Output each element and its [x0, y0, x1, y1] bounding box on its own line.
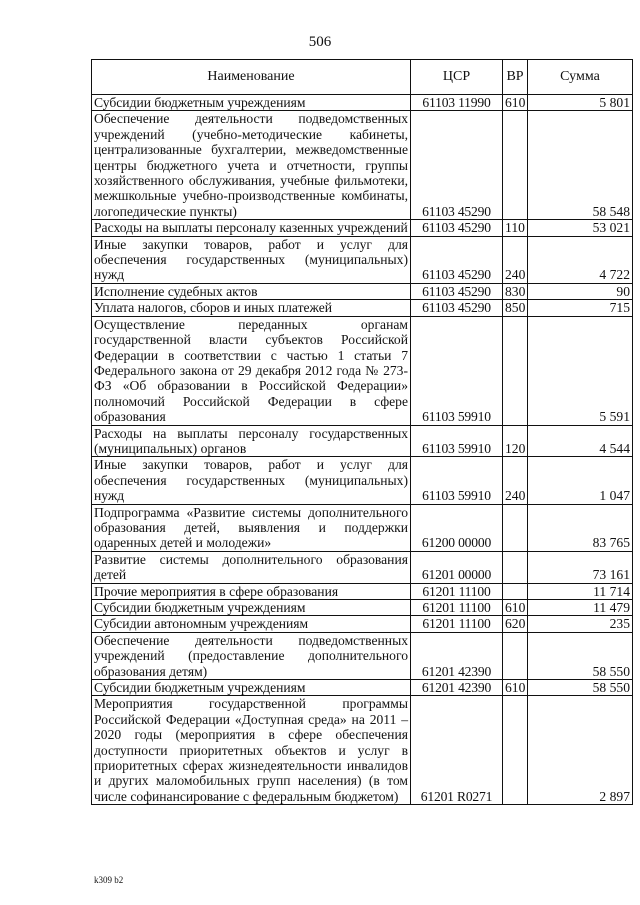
row-sum-cell: 4 722: [528, 236, 633, 283]
row-sum-cell: 5 591: [528, 316, 633, 425]
table-header-row: [92, 60, 633, 95]
table-row: [92, 457, 633, 504]
row-csr-cell: 61103 45290: [411, 283, 503, 299]
row-sum-cell: 73 161: [528, 551, 633, 583]
header-vr: ВР: [503, 60, 528, 95]
row-name-cell: Расходы на выплаты персоналу казенных учреждений: [92, 220, 411, 236]
row-sum-cell: 11 714: [528, 583, 633, 599]
row-sum-cell: 53 021: [528, 220, 633, 236]
row-csr-cell: 61201 11100: [411, 600, 503, 616]
row-sum-cell: 5 801: [528, 95, 633, 111]
row-vr-cell: 620: [503, 616, 528, 632]
table-row: [92, 551, 633, 583]
row-csr-cell: 61103 59910: [411, 457, 503, 504]
row-name-cell: Субсидии бюджетным учреждениям: [92, 680, 411, 696]
row-csr-cell: 61201 11100: [411, 616, 503, 632]
table-row: [92, 283, 633, 299]
row-name-cell: Обеспечение деятельности подведомственных учреждений (предоставление дополнительного образования детям): [92, 632, 411, 679]
row-vr-cell: 240: [503, 236, 528, 283]
row-vr-cell: [503, 583, 528, 599]
page-number: 506: [308, 34, 332, 50]
table-row: [92, 696, 633, 805]
row-csr-cell: 61103 45290: [411, 300, 503, 316]
row-sum-cell: 715: [528, 300, 633, 316]
row-vr-cell: 120: [503, 425, 528, 457]
row-csr-cell: 61103 59910: [411, 316, 503, 425]
row-csr-cell: 61201 R0271: [411, 696, 503, 805]
row-vr-cell: 830: [503, 283, 528, 299]
table-row: [92, 111, 633, 220]
table-row: [92, 600, 633, 616]
row-sum-cell: 1 047: [528, 457, 633, 504]
row-csr-cell: 61103 59910: [411, 425, 503, 457]
row-vr-cell: 110: [503, 220, 528, 236]
row-name-cell: Прочие мероприятия в сфере образования: [92, 583, 411, 599]
row-name-cell: Иные закупки товаров, работ и услуг для обеспечения государственных (муниципальных) нужд: [92, 236, 411, 283]
table-row: [92, 316, 633, 425]
footer-code: k309 b2: [94, 875, 124, 885]
row-sum-cell: 58 550: [528, 632, 633, 679]
table-row: [92, 616, 633, 632]
row-csr-cell: 61103 45290: [411, 236, 503, 283]
row-sum-cell: 4 544: [528, 425, 633, 457]
budget-table: [91, 59, 633, 805]
row-sum-cell: 58 548: [528, 111, 633, 220]
row-name-cell: Осуществление переданных органам государственной власти субъектов Российской Федерации в соответствии с частью 1 статьи 7 Федерального закона от 29 декабря 2012 года № 273-ФЗ «Об образовании в Российской Федерации» полномочий Российской Федерации в сфере образования: [92, 316, 411, 425]
row-csr-cell: 61200 00000: [411, 504, 503, 551]
row-name-cell: Субсидии бюджетным учреждениям: [92, 600, 411, 616]
row-csr-cell: 61103 45290: [411, 220, 503, 236]
row-vr-cell: 240: [503, 457, 528, 504]
table-row: [92, 680, 633, 696]
row-vr-cell: 610: [503, 95, 528, 111]
table-row: [92, 220, 633, 236]
row-vr-cell: [503, 632, 528, 679]
header-sum: Сумма: [528, 60, 633, 95]
row-vr-cell: [503, 111, 528, 220]
table-row: [92, 425, 633, 457]
row-csr-cell: 61201 42390: [411, 680, 503, 696]
row-vr-cell: 610: [503, 600, 528, 616]
row-csr-cell: 61201 42390: [411, 632, 503, 679]
row-name-cell: Обеспечение деятельности подведомственных учреждений (учебно-методические кабинеты, централизованные бухгалтерии, межведомственные центры бюджетного учета и отчетности, группы хозяйственного обслуживания, учебные фильмотеки, межшкольные учебно-производственные комбинаты, логопедические пункты): [92, 111, 411, 220]
row-name-cell: Субсидии автономным учреждениям: [92, 616, 411, 632]
row-name-cell: Иные закупки товаров, работ и услуг для обеспечения государственных (муниципальных) нужд: [92, 457, 411, 504]
row-csr-cell: 61201 11100: [411, 583, 503, 599]
table-row: [92, 95, 633, 111]
row-vr-cell: 610: [503, 680, 528, 696]
row-sum-cell: 235: [528, 616, 633, 632]
row-name-cell: Уплата налогов, сборов и иных платежей: [92, 300, 411, 316]
row-vr-cell: [503, 316, 528, 425]
table-row: [92, 236, 633, 283]
row-vr-cell: 850: [503, 300, 528, 316]
header-csr: ЦСР: [411, 60, 503, 95]
row-csr-cell: 61201 00000: [411, 551, 503, 583]
row-name-cell: Субсидии бюджетным учреждениям: [92, 95, 411, 111]
table-row: [92, 632, 633, 679]
row-vr-cell: [503, 504, 528, 551]
row-sum-cell: 58 550: [528, 680, 633, 696]
row-csr-cell: 61103 11990: [411, 95, 503, 111]
header-name: Наименование: [92, 60, 411, 95]
row-csr-cell: 61103 45290: [411, 111, 503, 220]
row-sum-cell: 11 479: [528, 600, 633, 616]
row-name-cell: Подпрограмма «Развитие системы дополнительного образования детей, выявления и поддержки одаренных детей и молодежи»: [92, 504, 411, 551]
row-vr-cell: [503, 696, 528, 805]
table-row: [92, 583, 633, 599]
row-sum-cell: 2 897: [528, 696, 633, 805]
row-name-cell: Расходы на выплаты персоналу государственных (муниципальных) органов: [92, 425, 411, 457]
row-sum-cell: 83 765: [528, 504, 633, 551]
row-name-cell: Исполнение судебных актов: [92, 283, 411, 299]
row-sum-cell: 90: [528, 283, 633, 299]
row-vr-cell: [503, 551, 528, 583]
row-name-cell: Развитие системы дополнительного образования детей: [92, 551, 411, 583]
table-row: [92, 300, 633, 316]
table-row: [92, 504, 633, 551]
row-name-cell: Мероприятия государственной программы Российской Федерации «Доступная среда» на 2011 – 2020 годы (мероприятия в сфере обеспечения доступности приоритетных объектов и услуг в приоритетных сферах жизнедеятельности инвалидов и других маломобильных групп населения) (в том числе софинансирование с федеральным бюджетом): [92, 696, 411, 805]
